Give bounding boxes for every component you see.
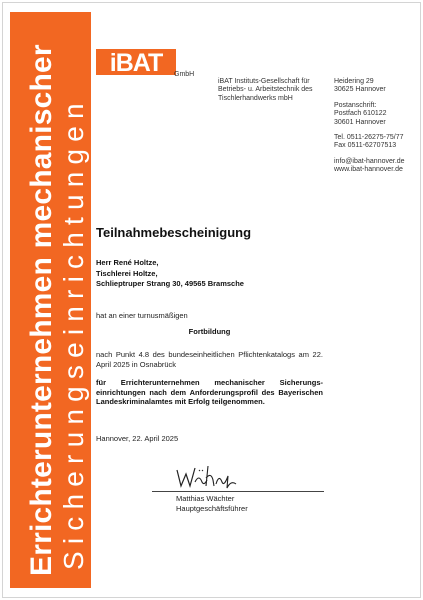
postbox: Postfach 610122 xyxy=(334,110,387,118)
recipient-address: Schlieptruper Strang 30, 49565 Bramsche xyxy=(96,279,244,288)
postal-city: 30601 Hannover xyxy=(334,118,386,126)
course-purpose: für Errichterunternehmen mechanischer Sicherungs-einrichtungen nach dem Anforderungsprofil des Bayerischen Landeskriminalamtes mit Erfolg teilgenommen. xyxy=(96,378,323,406)
city: 30625 Hannover xyxy=(334,86,386,94)
website: www.ibat-hannover.de xyxy=(334,166,403,174)
sidebar-subheadline: Sicherungseinrichtungen xyxy=(58,96,89,570)
postal-label: Postanschrift: xyxy=(334,101,377,109)
contact-block xyxy=(334,78,405,175)
phone: Tel. 0511-26275-75/77 xyxy=(334,134,404,142)
signature-line xyxy=(152,491,324,492)
intro-text: hat an einer turnusmäßigen xyxy=(96,311,188,320)
signatory xyxy=(176,494,248,513)
email: info@ibat-hannover.de xyxy=(334,157,405,165)
fax: Fax 0511-62707513 xyxy=(334,142,397,150)
svg-text:iBAT: iBAT xyxy=(109,49,163,75)
course-detail: nach Punkt 4.8 des bundeseinheitlichen Pflichtenkatalogs am 22. April 2025 in Osnabrück xyxy=(96,350,323,369)
institute-name: iBAT Instituts-Gesellschaft für Betriebs- u. Arbeitstechnik des Tischlerhandwerks mbH xyxy=(218,78,313,102)
street: Heidering 29 xyxy=(334,78,374,85)
document-title: Teilnahmebescheinigung xyxy=(96,225,252,240)
ibat-logo xyxy=(96,49,176,75)
signatory-name: Matthias Wächter xyxy=(176,494,235,503)
sidebar-headline: Errichterunternehmen mechanischer xyxy=(25,44,58,576)
recipient-company: Tischlerei Holtze, xyxy=(96,268,158,278)
recipient-block xyxy=(96,258,244,290)
course-title: Fortbildung xyxy=(188,327,231,336)
place-date: Hannover, 22. April 2025 xyxy=(96,434,179,443)
logo-gmbh: GmbH xyxy=(174,71,195,78)
recipient-name: Herr René Holtze, xyxy=(96,258,159,267)
handwritten-signature xyxy=(175,462,245,490)
signatory-role: Hauptgeschäftsführer xyxy=(176,503,248,513)
orange-sidebar-banner xyxy=(10,12,91,588)
